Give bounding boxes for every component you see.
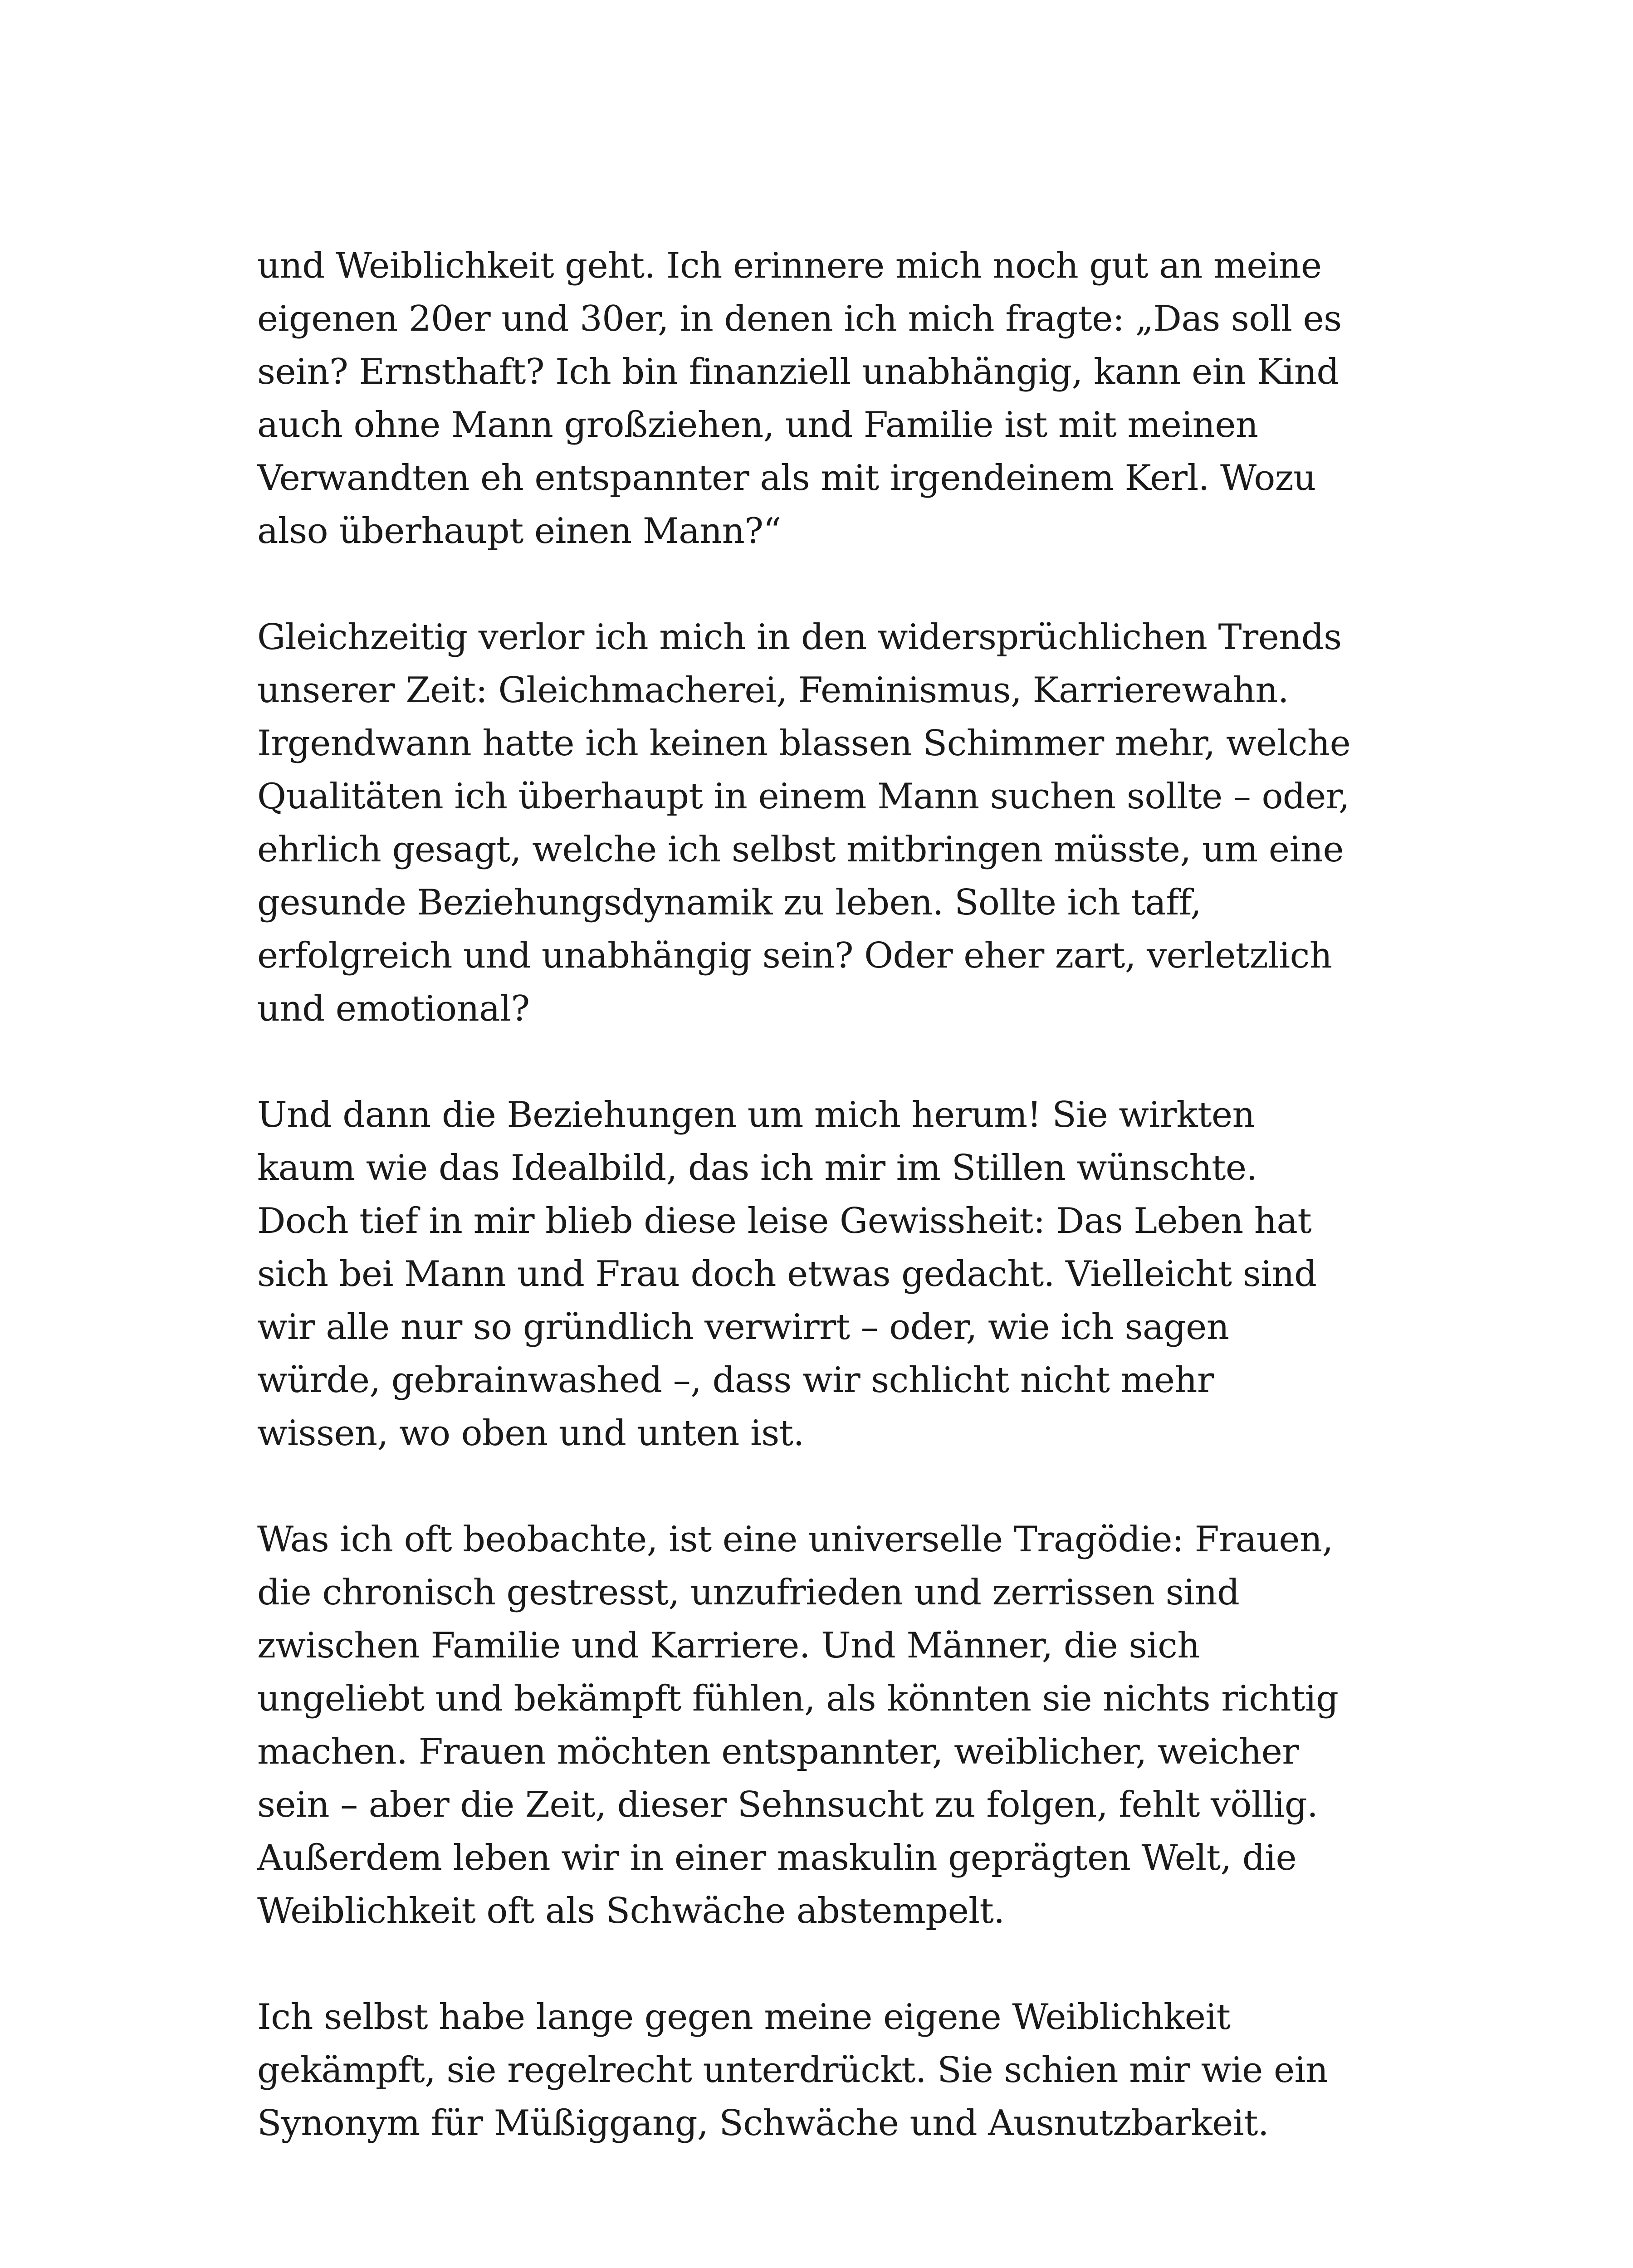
text-line: gesunde Beziehungsdynamik zu leben. Sollte ich taff, <box>257 882 1202 923</box>
text-line: Gleichzeitig verlor ich mich in den widersprüchlichen Trends <box>257 617 1342 658</box>
text-line: Ich selbst habe lange gegen meine eigene Weiblichkeit <box>257 1997 1231 2038</box>
text-line: also überhaupt einen Mann?“ <box>257 511 781 552</box>
text-line: kaum wie das Idealbild, das ich mir im Stillen wünschte. <box>257 1148 1257 1188</box>
body-text <box>257 240 1391 2203</box>
text-line: Verwandten eh entspannter als mit irgendeinem Kerl. Wozu <box>257 458 1316 499</box>
text-line: und emotional? <box>257 988 530 1029</box>
paragraph <box>257 611 1391 1036</box>
text-line: und Weiblichkeit geht. Ich erinnere mich noch gut an meine <box>257 245 1322 286</box>
text-line: zwischen Familie und Karriere. Und Männer, die sich <box>257 1625 1200 1666</box>
paragraph <box>257 240 1391 558</box>
paragraph <box>257 1513 1391 1938</box>
text-line: Außerdem leben wir in einer maskulin geprägten Welt, die <box>257 1838 1297 1878</box>
paragraph <box>257 1089 1391 1460</box>
text-line: Was ich oft beobachte, ist eine universelle Tragödie: Frauen, <box>257 1519 1333 1560</box>
text-line: Und dann die Beziehungen um mich herum! Sie wirkten <box>257 1095 1255 1135</box>
text-line: unserer Zeit: Gleichmacherei, Feminismus, Karrierewahn. <box>257 670 1289 711</box>
text-line: auch ohne Mann großziehen, und Familie ist mit meinen <box>257 405 1258 445</box>
text-line: sich bei Mann und Frau doch etwas gedacht. Vielleicht sind <box>257 1254 1317 1295</box>
text-line: würde, gebrainwashed –, dass wir schlicht nicht mehr <box>257 1360 1214 1401</box>
paragraph <box>257 1991 1391 2150</box>
text-line: erfolgreich und unabhängig sein? Oder eher zart, verletzlich <box>257 935 1332 976</box>
text-line: ungeliebt und bekämpft fühlen, als könnten sie nichts richtig <box>257 1678 1339 1719</box>
text-line: Doch tief in mir blieb diese leise Gewissheit: Das Leben hat <box>257 1201 1312 1242</box>
text-line: Weiblichkeit oft als Schwäche abstempelt. <box>257 1891 1005 1931</box>
text-line: sein? Ernsthaft? Ich bin finanziell unabhängig, kann ein Kind <box>257 352 1339 392</box>
text-line: Irgendwann hatte ich keinen blassen Schimmer mehr, welche <box>257 723 1351 764</box>
text-line: gekämpft, sie regelrecht unterdrückt. Sie schien mir wie ein <box>257 2050 1328 2091</box>
text-line: machen. Frauen möchten entspannter, weiblicher, weicher <box>257 1731 1299 1772</box>
text-line: Qualitäten ich überhaupt in einem Mann suchen sollte – oder, <box>257 776 1350 817</box>
text-line: Synonym für Müßiggang, Schwäche und Ausnutzbarkeit. <box>257 2103 1269 2144</box>
text-line: die chronisch gestresst, unzufrieden und zerrissen sind <box>257 1572 1240 1613</box>
text-line: sein – aber die Zeit, dieser Sehnsucht zu folgen, fehlt völlig. <box>257 1784 1318 1825</box>
text-line: ehrlich gesagt, welche ich selbst mitbringen müsste, um eine <box>257 829 1344 870</box>
text-line: wissen, wo oben und unten ist. <box>257 1413 804 1454</box>
text-line: wir alle nur so gründlich verwirrt – oder, wie ich sagen <box>257 1307 1229 1348</box>
text-line: eigenen 20er und 30er, in denen ich mich fragte: „Das soll es <box>257 298 1342 339</box>
